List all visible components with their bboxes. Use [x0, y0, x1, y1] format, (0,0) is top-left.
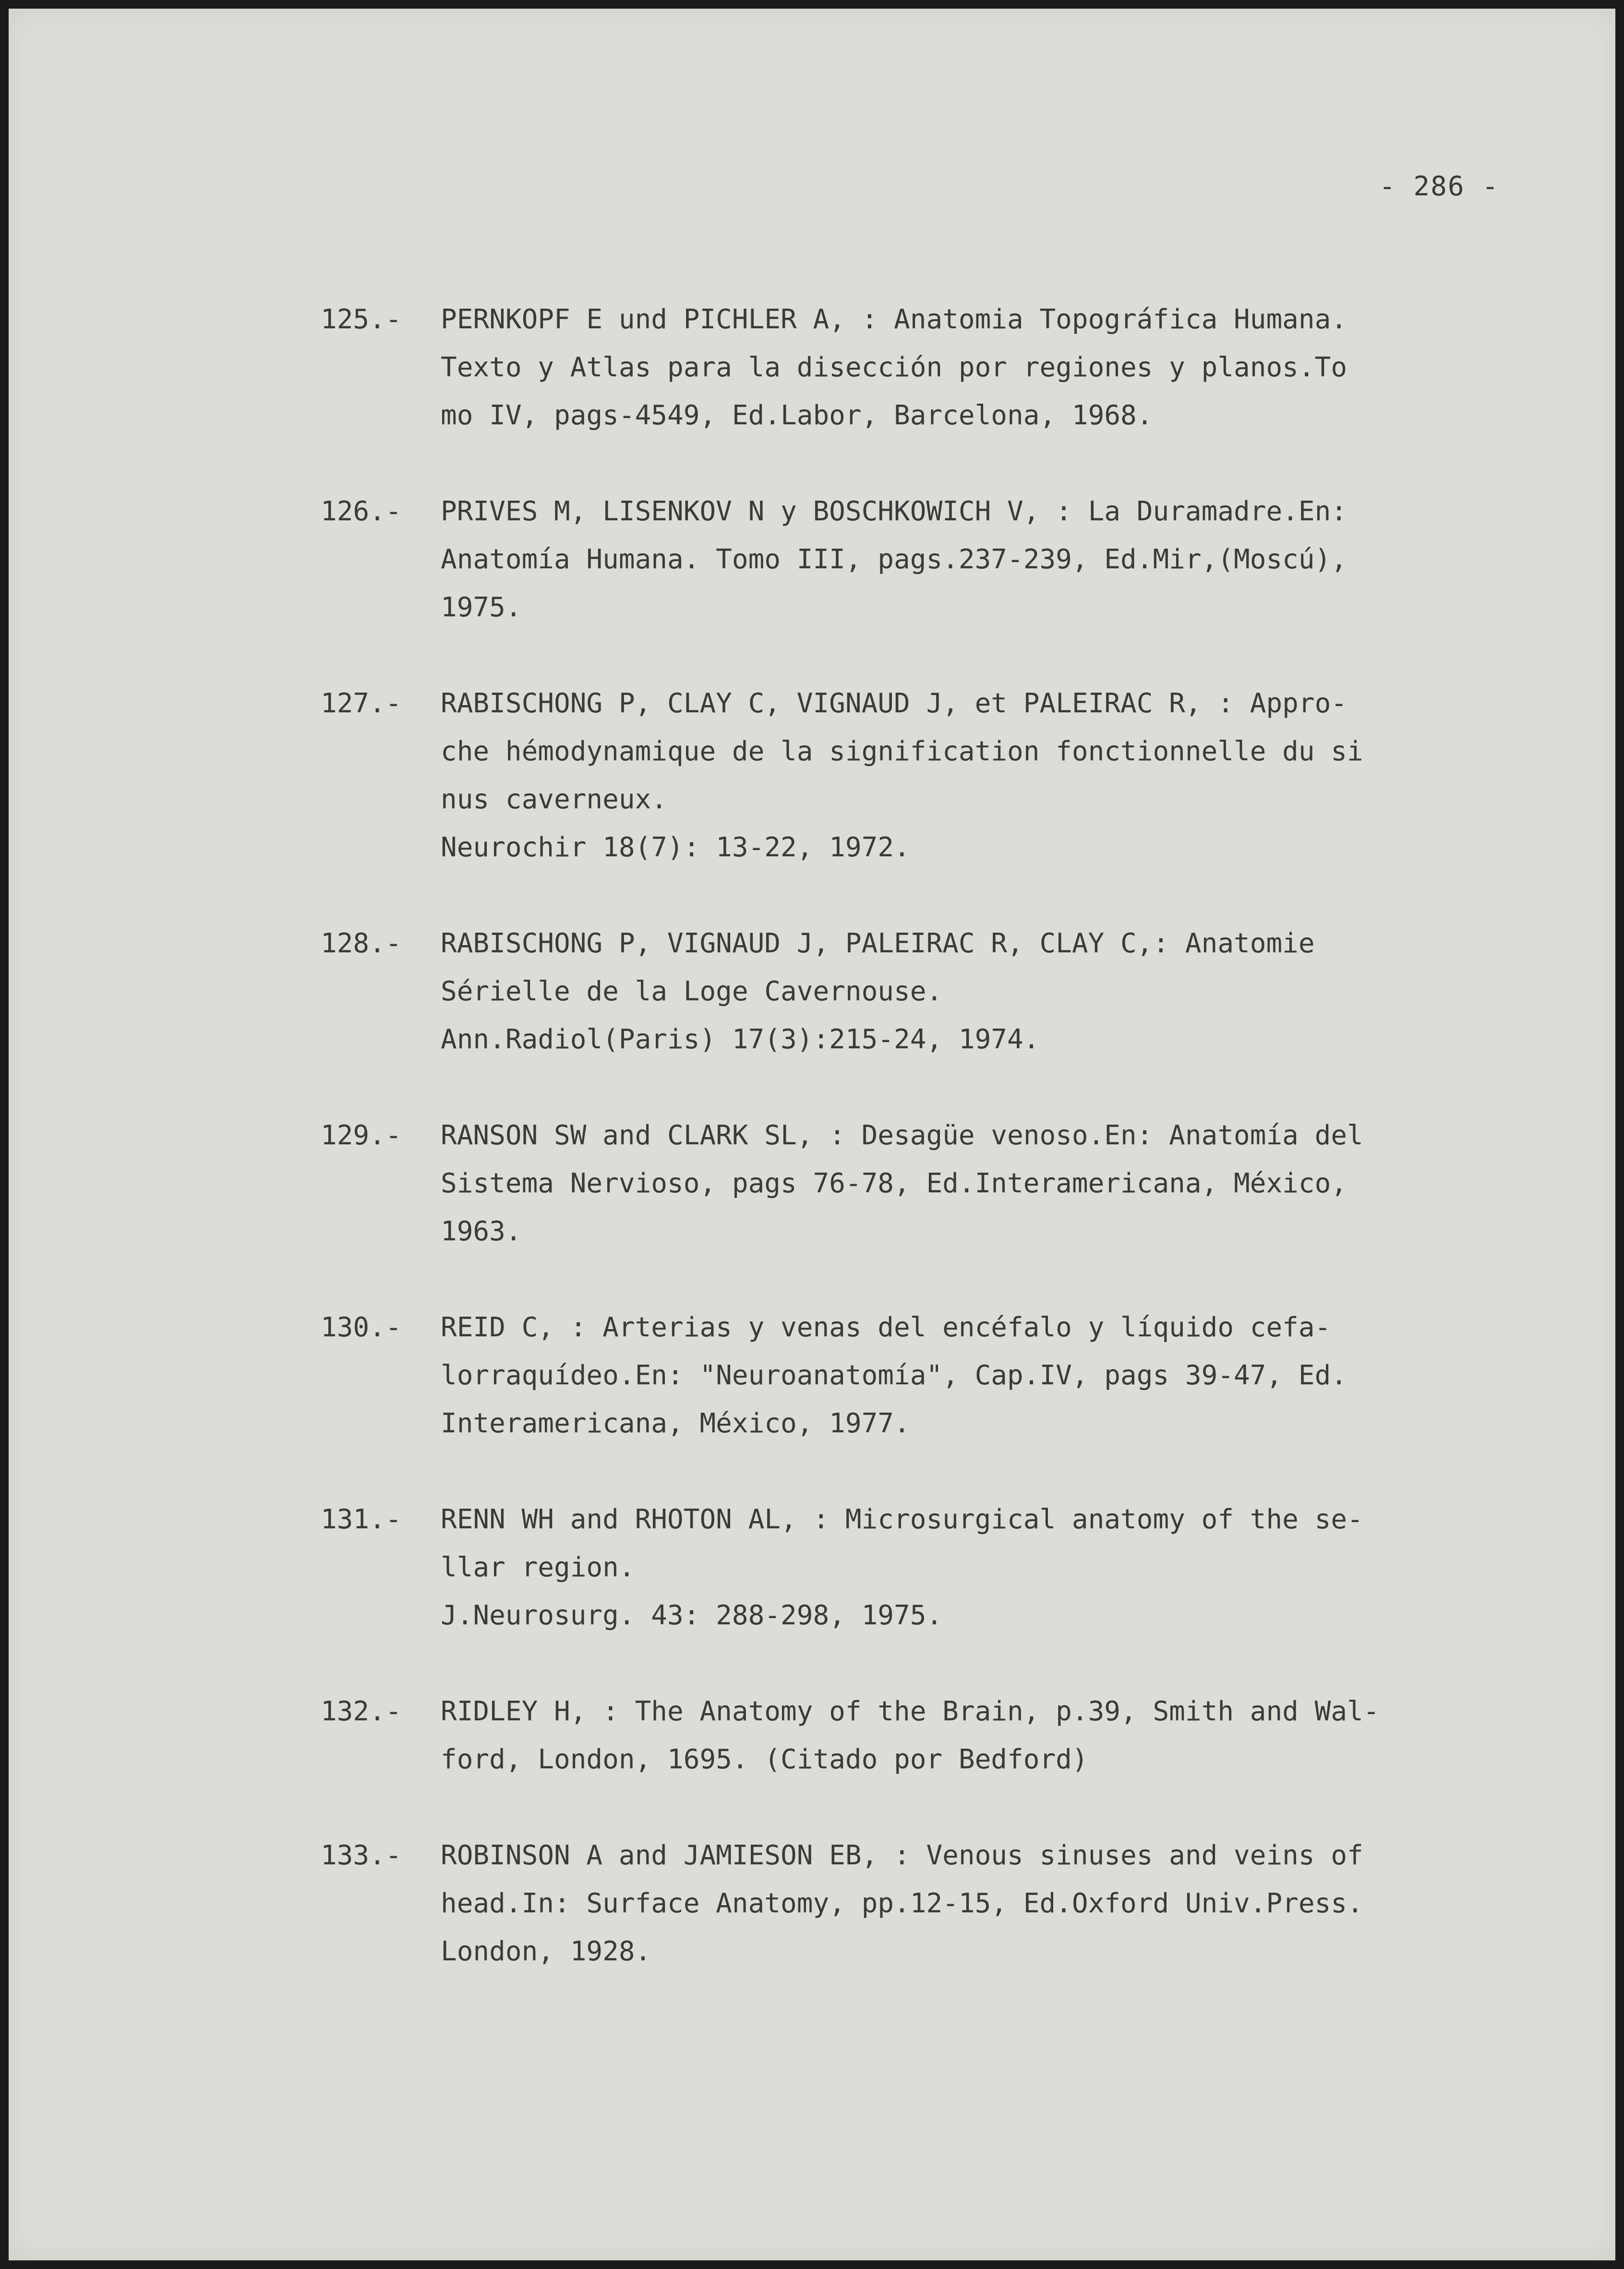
reference-number: 131.-	[321, 1504, 402, 1535]
reference-entry-130	[321, 1304, 1569, 1448]
reference-entry-126	[321, 488, 1569, 632]
reference-number: 130.-	[321, 1312, 402, 1343]
reference-list	[321, 296, 1569, 2024]
reference-line: head.In: Surface Anatomy, pp.12-15, Ed.Oxford Univ.Press.	[441, 1888, 1363, 1919]
reference-line: Sérielle de la Loge Cavernouse.	[441, 976, 943, 1007]
reference-entry-127	[321, 680, 1569, 872]
reference-line: RANSON SW and CLARK SL, : Desagüe venoso.En: Anatomía del	[441, 1120, 1363, 1151]
document-page	[9, 9, 1615, 2260]
reference-line: Ann.Radiol(Paris) 17(3):215-24, 1974.	[441, 1024, 1040, 1055]
reference-number: 127.-	[321, 688, 402, 719]
reference-line: 1975.	[441, 592, 522, 623]
reference-line: J.Neurosurg. 43: 288-298, 1975.	[441, 1600, 943, 1631]
reference-line: Interamericana, México, 1977.	[441, 1408, 910, 1439]
reference-line: RABISCHONG P, VIGNAUD J, PALEIRAC R, CLAY C,: Anatomie	[441, 928, 1315, 959]
reference-line: Texto y Atlas para la disección por regiones y planos.To	[441, 352, 1347, 383]
reference-line: RABISCHONG P, CLAY C, VIGNAUD J, et PALEIRAC R, : Appro-	[441, 688, 1347, 719]
reference-number: 126.-	[321, 496, 402, 527]
reference-entry-132	[321, 1688, 1569, 1784]
reference-line: REID C, : Arterias y venas del encéfalo y líquido cefa-	[441, 1312, 1331, 1343]
reference-line: che hémodynamique de la signification fonctionnelle du si	[441, 736, 1363, 767]
reference-line: RENN WH and RHOTON AL, : Microsurgical anatomy of the se-	[441, 1504, 1363, 1535]
reference-line: PERNKOPF E und PICHLER A, : Anatomia Topográfica Humana.	[441, 304, 1347, 335]
reference-number: 128.-	[321, 928, 402, 959]
reference-line: llar region.	[441, 1552, 635, 1583]
reference-line: Sistema Nervioso, pags 76-78, Ed.Interamericana, México,	[441, 1168, 1347, 1199]
reference-line: London, 1928.	[441, 1936, 651, 1967]
reference-entry-133	[321, 1832, 1569, 1976]
reference-line: RIDLEY H, : The Anatomy of the Brain, p.39, Smith and Wal-	[441, 1696, 1380, 1727]
reference-entry-125	[321, 296, 1569, 440]
reference-number: 132.-	[321, 1696, 402, 1727]
reference-number: 133.-	[321, 1840, 402, 1871]
reference-number: 125.-	[321, 304, 402, 335]
reference-entry-128	[321, 920, 1569, 1064]
reference-number: 129.-	[321, 1120, 402, 1151]
reference-line: 1963.	[441, 1216, 522, 1247]
reference-line: ford, London, 1695. (Citado por Bedford)	[441, 1744, 1088, 1775]
page-number: - 286 -	[1379, 171, 1500, 202]
reference-entry-131	[321, 1496, 1569, 1640]
reference-line: nus caverneux.	[441, 784, 668, 815]
reference-line: ROBINSON A and JAMIESON EB, : Venous sinuses and veins of	[441, 1840, 1363, 1871]
reference-entry-129	[321, 1112, 1569, 1256]
reference-line: PRIVES M, LISENKOV N y BOSCHKOWICH V, : La Duramadre.En:	[441, 496, 1347, 527]
reference-line: mo IV, pags-4549, Ed.Labor, Barcelona, 1968.	[441, 400, 1153, 431]
reference-line: Neurochir 18(7): 13-22, 1972.	[441, 832, 910, 863]
reference-line: lorraquídeo.En: "Neuroanatomía", Cap.IV, pags 39-47, Ed.	[441, 1360, 1347, 1391]
reference-line: Anatomía Humana. Tomo III, pags.237-239, Ed.Mir,(Moscú),	[441, 544, 1347, 575]
